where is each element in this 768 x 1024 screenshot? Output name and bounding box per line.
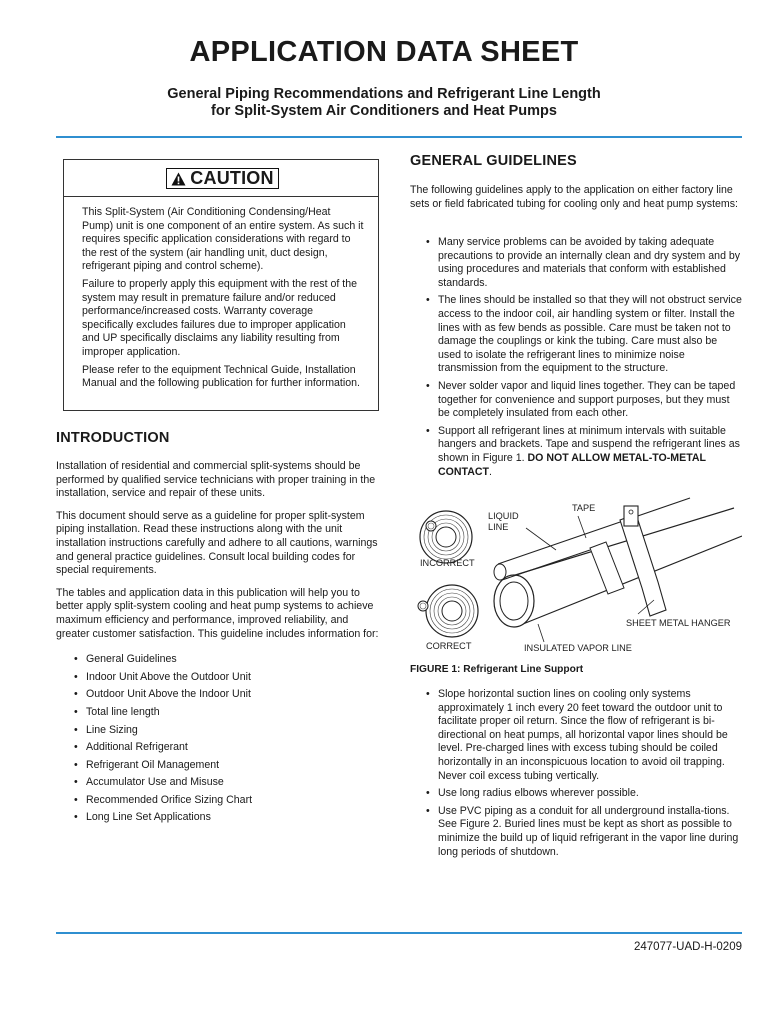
footer-rule: [56, 932, 742, 934]
caution-paragraph: Failure to properly apply this equipment with the rest of the system may result in premature failure and/or reduced performance/increased costs. Warranty coverage specifically excludes failures due to improper application and UP specifically disclaims any liability resulting from improper application.: [82, 277, 357, 358]
list-item: • General Guidelines: [74, 653, 384, 667]
intro-paragraph: This document should serve as a guideline for proper split-system piping installation. Read these instructions along with the unit installation instructions carefully and adhere to all cautions, warnings and general practice guidelines. Consult local building codes for special requirements.: [56, 509, 378, 577]
list-item: • Use PVC piping as a conduit for all underground installa-tions. See Figure 2. Buried lines must be kept as short as possible to minimize the build up of liquid refrigerant in the vapor line during long periods of shutdown.: [426, 805, 742, 859]
document-title: APPLICATION DATA SHEET: [189, 36, 579, 68]
caution-paragraph: Please refer to the equipment Technical Guide, Installation Manual and the following publication for further information.: [82, 363, 360, 390]
figure-label-hanger: SHEET METAL HANGER: [626, 618, 731, 628]
support-emphasis: DO NOT ALLOW METAL-TO-METAL CONTACT: [438, 451, 706, 478]
subtitle-line-2: for Split-System Air Conditioners and Heat Pumps: [211, 103, 557, 119]
caution-box: [63, 159, 379, 411]
caution-paragraph: This Split-System (Air Conditioning Condensing/Heat Pump) unit is one component of an entire system. As such it requires specific application considerations with regard to the rest of the system (air handling unit, duct design, refrigerant piping and control scheme).: [82, 206, 364, 273]
list-item: • Recommended Orifice Sizing Chart: [74, 794, 384, 808]
list-item: • Outdoor Unit Above the Indoor Unit: [74, 688, 384, 702]
figure-label-correct: CORRECT: [426, 641, 472, 651]
introduction-heading: INTRODUCTION: [56, 430, 170, 446]
list-item: • Never solder vapor and liquid lines together. They can be taped together for convenience and support purposes, but they must be completely insulated from each other.: [426, 380, 742, 421]
caution-label: [166, 168, 279, 189]
list-item: • Use long radius elbows wherever possible.: [426, 787, 742, 801]
introduction-body: [56, 460, 384, 829]
list-item: • The lines should be installed so that they will not obstruct service access to the indoor coil, air handling system or filter. Install the lines with as few bends as possible. Care must be taken not to damage the couplings or kink the tubing. Care must also be used to isolate the refrigerant lines to minimize noise transmission from the equipment to the structure.: [426, 294, 742, 376]
list-item: • Indoor Unit Above the Outdoor Unit: [74, 671, 384, 685]
guidelines-list: [426, 236, 742, 479]
incorrect-cross-section: [420, 511, 472, 563]
list-item: • Additional Refrigerant: [74, 741, 384, 755]
guidelines-intro-text: The following guidelines apply to the application on either factory line sets or field fabricated tubing for cooling only and heat pump systems:: [410, 184, 738, 210]
guidelines-intro: [410, 184, 742, 220]
intro-paragraph: The tables and application data in this publication will help you to better apply split-system cooling and heat pump systems to achieve maximum efficiency and performance, improved reliability, and greater customer satisfaction. This guideline includes information for:: [56, 586, 379, 640]
subtitle-line-1: General Piping Recommendations and Refrigerant Line Length: [167, 86, 601, 102]
list-item: [426, 425, 742, 479]
caution-label-text: CAUTION: [190, 168, 274, 188]
caution-text: [82, 206, 364, 395]
list-item: • Accumulator Use and Misuse: [74, 776, 384, 790]
list-item: • Line Sizing: [74, 724, 384, 738]
guidelines-list-continued: [426, 688, 742, 859]
list-item: • Total line length: [74, 706, 384, 720]
topics-list: [74, 653, 384, 825]
list-item: • Many service problems can be avoided by taking adequate precautions to provide an internally clean and dry system and by using procedures and materials that conform with established standards.: [426, 236, 742, 290]
figure-label-incorrect: INCORRECT: [420, 558, 475, 568]
warning-triangle-icon: [171, 172, 186, 186]
figure-label-tape: TAPE: [572, 503, 596, 513]
list-item: • Refrigerant Oil Management: [74, 759, 384, 773]
guidelines-list-bottom: [426, 688, 742, 863]
figure-label-liquid: LIQUID: [488, 511, 519, 521]
figure-caption: FIGURE 1: Refrigerant Line Support: [410, 664, 584, 675]
support-end: .: [489, 465, 492, 478]
guidelines-list-top: [426, 236, 742, 483]
guidelines-heading: GENERAL GUIDELINES: [410, 153, 577, 169]
header-rule: [56, 136, 742, 138]
figure-label-vapor: INSULATED VAPOR LINE: [524, 643, 632, 653]
caution-divider: [64, 196, 378, 197]
list-item: • Long Line Set Applications: [74, 811, 384, 825]
figure-label-line: LINE: [488, 522, 509, 532]
support-text: Support all refrigerant lines at minimum intervals with suitable hangers and brackets. Tape and suspend the refrigerant lines as shown in Figure 1.: [438, 424, 740, 464]
list-item: • Slope horizontal suction lines on cooling only systems approximately 1 inch every 20 feet toward the outdoor unit to facilitate proper oil return. Since the flow of refrigerant is bi-directional on heat pumps, all horizontal vapor lines should be level. Pre-charged lines with excess tubing should be coiled horizontally in an inconspicuous location to avoid oil trapping. Never coil excess tubing vertically.: [426, 688, 742, 783]
correct-cross-section: [418, 585, 478, 637]
intro-paragraph: Installation of residential and commercial split-systems should be performed by qualified service technicians with proper training in the installation, service and repair of these units.: [56, 460, 376, 500]
refrigerant-line-support-figure: [410, 496, 742, 658]
document-code: 247077-UAD-H-0209: [633, 941, 742, 953]
